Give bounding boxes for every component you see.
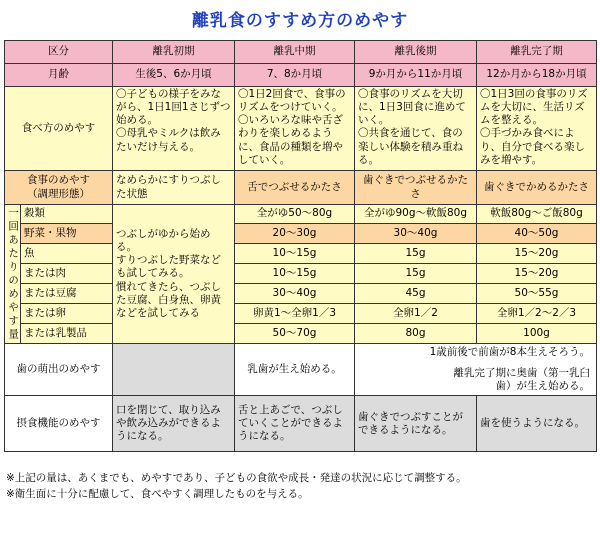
teeth-label: 歯の萌出のめやす: [5, 344, 113, 396]
how-early: 〇子どもの様子をみながら、1日1回1さじずつ始める。 〇母乳やミルクは飲みたいだけ与える。: [113, 87, 235, 171]
amount-label-tofu: または豆腐: [21, 284, 113, 304]
header-stage-early: 離乳初期: [113, 41, 235, 64]
weaning-guide-table: [4, 40, 597, 452]
amount-mid-veg: 20～30g: [235, 224, 355, 244]
amount-label-veg: 野菜・果物: [21, 224, 113, 244]
age-early: 生後5、6か月頃: [113, 64, 235, 87]
amount-mid-tofu: 30～40g: [235, 284, 355, 304]
amount-label-egg: または卵: [21, 304, 113, 324]
teeth-row: [5, 344, 597, 396]
texture-row: [5, 171, 597, 205]
chew-final: 歯を使うようになる。: [477, 396, 597, 452]
amount-final-veg: 40～50g: [477, 224, 597, 244]
amount-late-grain: 全がゆ90g～軟飯80g: [355, 205, 477, 224]
amount-late-meat: 15g: [355, 264, 477, 284]
amount-late-veg: 30～40g: [355, 224, 477, 244]
texture-early: なめらかにすりつぶした状態: [113, 171, 235, 205]
how-late: 〇食事のリズムを大切に、1日3回食に進めていく。 〇共食を通じて、食の楽しい体験を積み重ねる。: [355, 87, 477, 171]
teeth-early: [113, 344, 235, 396]
amount-row-tofu: [5, 284, 597, 304]
amount-label-fish: 魚: [21, 244, 113, 264]
how-final: 〇1日3回の食事のリズムを大切に、生活リズムを整える。 〇手づかみ食べにより、自分で食べる楽しみを増やす。: [477, 87, 597, 171]
amount-late-tofu: 45g: [355, 284, 477, 304]
amount-late-egg: 全卵1／2: [355, 304, 477, 324]
amount-row-fish: [5, 244, 597, 264]
amount-mid-meat: 10～15g: [235, 264, 355, 284]
age-row: [5, 64, 597, 87]
amount-early-note: つぶしがゆから始める。 すりつぶした野菜なども試してみる。 慣れてきたら、つぶした豆腐、白身魚、卵黄などを試してみる: [113, 205, 235, 344]
chew-early: 口を閉じて、取り込みや飲み込みができるようになる。: [113, 396, 235, 452]
chew-label: 摂食機能のめやす: [5, 396, 113, 452]
header-row: [5, 41, 597, 64]
amount-row-meat: [5, 264, 597, 284]
how-mid: 〇1日2回食で、食事のリズムをつけていく。 〇いろいろな味や舌ざわりを楽しめるように、食品の種類を増やしていく。: [235, 87, 355, 171]
amount-late-dairy: 80g: [355, 324, 477, 344]
teeth-late-top: 1歳前後で前歯が8本生えそろう。: [429, 346, 590, 358]
page-title: 離乳食のすすめ方のめやす: [191, 11, 409, 31]
texture-label: 食事のめやす （調理形態）: [5, 171, 113, 205]
amount-row-dairy: [5, 324, 597, 344]
header-stage-mid: 離乳中期: [235, 41, 355, 64]
age-label: 月齢: [5, 64, 113, 87]
amount-final-dairy: 100g: [477, 324, 597, 344]
amount-final-egg: 全卵1／2～2／3: [477, 304, 597, 324]
how-row: [5, 87, 597, 171]
header-stage-late: 離乳後期: [355, 41, 477, 64]
amount-label-dairy: または乳製品: [21, 324, 113, 344]
amount-mid-fish: 10～15g: [235, 244, 355, 264]
amount-row-veg: [5, 224, 597, 244]
amount-label-grain: 穀類: [21, 205, 113, 224]
footnote-2: ※衛生面に十分に配慮して、食べやすく調理したものを与える。: [6, 488, 309, 500]
texture-final: 歯ぐきでかめるかたさ: [477, 171, 597, 205]
footnote-1: ※上記の量は、あくまでも、めやすであり、子どもの食欲や成長・発達の状況に応じて調整する。: [6, 472, 467, 484]
teeth-mid: 乳歯が生え始める。: [235, 344, 355, 396]
amount-row-grain: [5, 205, 597, 224]
teeth-late-bottom: 離乳完了期に奥歯（第一乳臼歯）が生え始める。: [453, 367, 590, 393]
amount-final-fish: 15～20g: [477, 244, 597, 264]
amount-label-meat: または肉: [21, 264, 113, 284]
age-late: 9か月から11か月頃: [355, 64, 477, 87]
amount-late-fish: 15g: [355, 244, 477, 264]
header-stage-final: 離乳完了期: [477, 41, 597, 64]
how-label: 食べ方のめやす: [5, 87, 113, 171]
age-mid: 7、8か月頃: [235, 64, 355, 87]
texture-mid: 舌でつぶせるかたさ: [235, 171, 355, 205]
amount-mid-grain: 全がゆ50～80g: [235, 205, 355, 224]
chew-row: [5, 396, 597, 452]
chew-late: 歯ぐきでつぶすことができるようになる。: [355, 396, 477, 452]
amount-side-label: 一回あたりのめやす量: [5, 205, 21, 344]
footnotes: [6, 470, 467, 502]
teeth-late-final: [355, 344, 597, 396]
amount-final-grain: 軟飯80g～ご飯80g: [477, 205, 597, 224]
age-final: 12か月から18か月頃: [477, 64, 597, 87]
amount-mid-egg: 卵黄1～全卵1／3: [235, 304, 355, 324]
amount-final-meat: 15～20g: [477, 264, 597, 284]
header-kubun: 区分: [5, 41, 113, 64]
amount-final-tofu: 50～55g: [477, 284, 597, 304]
texture-late: 歯ぐきでつぶせるかたさ: [355, 171, 477, 205]
amount-row-egg: [5, 304, 597, 324]
chew-mid: 舌と上あごで、つぶしていくことができるようになる。: [235, 396, 355, 452]
amount-mid-dairy: 50～70g: [235, 324, 355, 344]
